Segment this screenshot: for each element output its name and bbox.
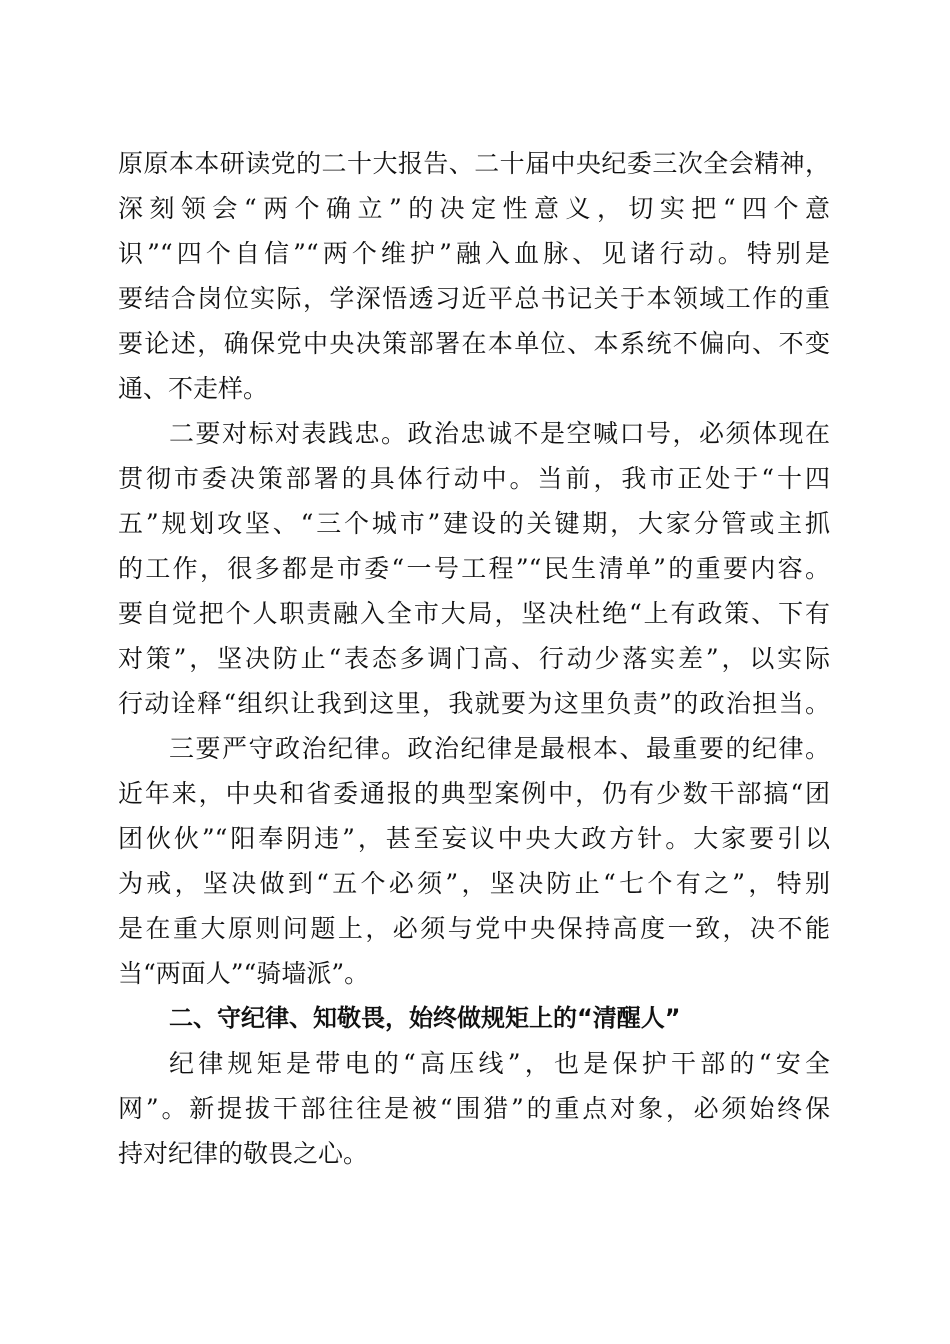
text-line: 五”规划攻坚、“三个城市”建设的关键期，大家分管或主抓 — [118, 509, 830, 538]
text-line: 是在重大原则问题上，必须与党中央保持高度一致，决不能 — [118, 914, 830, 943]
paragraph-1 — [118, 141, 830, 411]
text-line: 纪律规矩是带电的“高压线”，也是保护干部的“安全 — [169, 1049, 830, 1078]
section-heading-2: 二、守纪律、知敬畏，始终做规矩上的“清醒人” — [169, 1004, 681, 1032]
text-line: 的工作，很多都是市委“一号工程”“民生清单”的重要内容。 — [118, 554, 830, 583]
text-line: 近年来，中央和省委通报的典型案例中，仍有少数干部搞“团 — [118, 779, 830, 808]
text-line: 识”“四个自信”“两个维护”融入血脉、见诸行动。特别是 — [118, 239, 830, 268]
paragraph-2 — [118, 411, 830, 726]
text-line: 行动诠释“组织让我到这里，我就要为这里负责”的政治担当。 — [118, 689, 830, 718]
text-line: 通、不走样。 — [118, 374, 269, 403]
text-line: 为戒，坚决做到“五个必须”，坚决防止“七个有之”，特别 — [118, 869, 830, 898]
text-line: 深刻领会“两个确立”的决定性意义，切实把“四个意 — [118, 194, 830, 223]
text-line: 当“两面人”“骑墙派”。 — [118, 959, 370, 988]
text-line: 二要对标对表践忠。政治忠诚不是空喊口号，必须体现在 — [169, 419, 830, 448]
document-body — [118, 141, 830, 1176]
text-line: 对策”，坚决防止“表态多调门高、行动少落实差”，以实际 — [118, 644, 830, 673]
text-line: 持对纪律的敬畏之心。 — [118, 1139, 369, 1168]
text-line: 团伙伙”“阳奉阴违”，甚至妄议中央大政方针。大家要引以 — [118, 824, 830, 853]
text-line: 贯彻市委决策部署的具体行动中。当前，我市正处于“十四 — [118, 464, 830, 493]
text-line: 三要严守政治纪律。政治纪律是最根本、最重要的纪律。 — [169, 734, 830, 763]
text-line: 要结合岗位实际，学深悟透习近平总书记关于本领域工作的重 — [118, 284, 830, 313]
text-line: 网”。新提拔干部往往是被“围猎”的重点对象，必须始终保 — [118, 1094, 830, 1123]
text-line: 原原本本研读党的二十大报告、二十届中央纪委三次全会精神， — [118, 149, 830, 178]
text-line: 要论述，确保党中央决策部署在本单位、本系统不偏向、不变 — [118, 329, 830, 358]
paragraph-3 — [118, 726, 830, 996]
text-line: 要自觉把个人职责融入全市大局，坚决杜绝“上有政策、下有 — [118, 599, 830, 628]
paragraph-4 — [118, 1041, 830, 1176]
